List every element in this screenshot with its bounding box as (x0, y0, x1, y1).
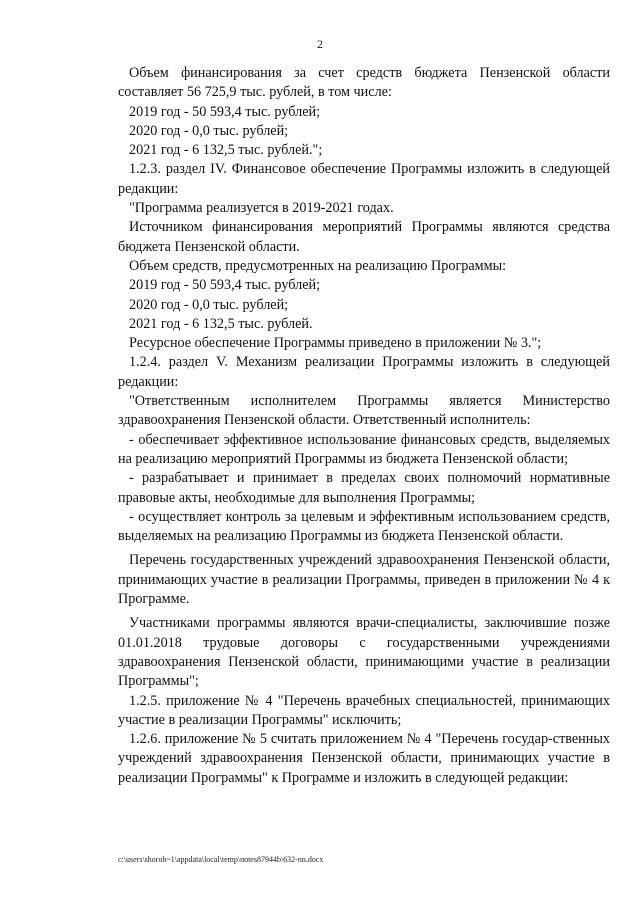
paragraph-exercises-control: - осуществляет контроль за целевым и эффективным использованием средств, выделяемых на реализацию Программы из бюджета Пензенской области. (118, 508, 610, 545)
paragraph-financing-total: Объем финансирования за счет средств бюджета Пензенской области составляет 56 725,9 тыс. рублей, в том числе: (118, 65, 610, 101)
footer-file-path: c:\users\shoroh~1\appdata\local\temp\notes87944b\632-nn.docx (118, 855, 324, 864)
page-number: 2 (317, 37, 323, 51)
document-body (118, 64, 610, 788)
paragraph-1-2-3: 1.2.3. раздел IV. Финансовое обеспечение Программы изложить в следующей редакции: (118, 161, 610, 197)
paragraph-2019-funds: 2019 год - 50 593,4 тыс. рублей; (129, 277, 321, 294)
paragraph-2021-funds: 2021 год - 6 132,5 тыс. рублей. (129, 315, 313, 332)
paragraph-funding-source: Источником финансирования мероприятий Программы являются средства бюджета Пензенской области. (118, 219, 610, 255)
paragraph-funds-volume: Объем средств, предусмотренных на реализацию Программы: (129, 257, 507, 274)
paragraph-responsible-executor: "Ответственным исполнителем Программы является Министерство здравоохранения Пензенской области. Ответственный исполнитель: (118, 393, 610, 429)
paragraph-program-years: "Программа реализуется в 2019-2021 годах. (129, 200, 394, 217)
paragraph-participants: Участниками программы являются врачи-специалисты, заключившие позже 01.01.2018 трудовые договоры с государственными учреждениями здравоохранения Пензенской области, принимающими участие в реализации Программы"; (118, 615, 610, 690)
paragraph-2019-amount: 2019 год - 50 593,4 тыс. рублей; (129, 103, 321, 120)
paragraph-2020-amount: 2020 год - 0,0 тыс. рублей; (129, 122, 289, 139)
paragraph-ensures-use: - обеспечивает эффективное использование финансовых средств, выделяемых на реализацию мероприятий Программы из бюджета Пензенской области; (118, 431, 610, 467)
paragraph-2021-amount: 2021 год - 6 132,5 тыс. рублей."; (129, 142, 323, 159)
paragraph-institutions-list: Перечень государственных учреждений здравоохранения Пензенской области, принимающих участие в реализации Программы, приведен в приложении № 4 к Программе. (118, 552, 610, 608)
paragraph-resource-provision: Ресурсное обеспечение Программы приведено в приложении № 3."; (129, 335, 542, 352)
paragraph-1-2-6: 1.2.6. приложение № 5 считать приложением № 4 "Перечень государ-ственных учреждений здравоохранения Пензенской области, принимающих участие в реализации Программы" к Программе и изложить в следующей редакции: (118, 731, 610, 786)
paragraph-2020-funds: 2020 год - 0,0 тыс. рублей; (129, 296, 289, 313)
paragraph-develops-acts: - разрабатывает и принимает в пределах своих полномочий нормативные правовые акты, необходимые для выполнения Программы; (118, 470, 610, 506)
paragraph-1-2-4: 1.2.4. раздел V. Механизм реализации Программы изложить в следующей редакции: (118, 354, 610, 390)
paragraph-1-2-5: 1.2.5. приложение № 4 "Перечень врачебных специальностей, принимающих участие в реализации Программы" исключить; (118, 692, 610, 728)
